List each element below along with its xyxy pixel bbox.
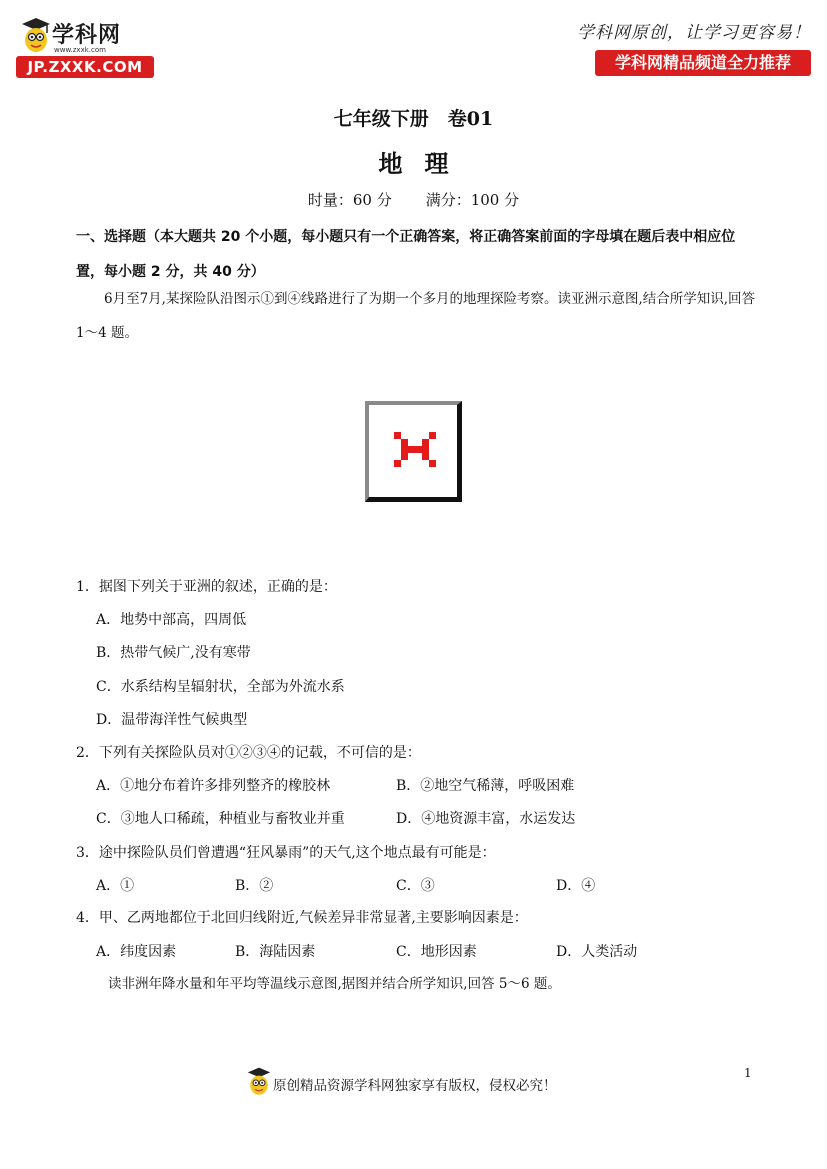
footer-mascot-icon xyxy=(246,1066,272,1098)
footer-copyright: 原创精品资源学科网独家享有版权，侵权必究！ xyxy=(273,1078,557,1094)
q1-option-a: A．地势中部高，四周低 xyxy=(96,612,247,628)
q1-option-d: D．温带海洋性气候典型 xyxy=(96,712,248,728)
q4-option-b: B．海陆因素 xyxy=(235,944,316,960)
q3-option-c: C．③ xyxy=(396,878,435,894)
slogan-banner[interactable]: 学科网精品频道全力推荐 xyxy=(595,50,811,76)
logo-name: 学科网 xyxy=(52,23,122,48)
subject-title: 地理 xyxy=(378,149,471,178)
q3-option-b: B．② xyxy=(235,878,274,894)
logo-url: www.zxxk.com xyxy=(54,46,106,54)
q1-option-b: B．热带气候广,没有寒带 xyxy=(96,645,251,661)
site-logo[interactable] xyxy=(16,14,156,80)
q3-option-a: A．① xyxy=(96,878,135,894)
next-intro: 读非洲年降水量和年平均等温线示意图,据图并结合所学知识,回答 5～6 题。 xyxy=(108,976,561,992)
exam-title: 七年级下册 卷01 xyxy=(333,108,494,130)
slogan: 学科网原创，让学习更容易！ xyxy=(577,23,811,43)
broken-image-icon xyxy=(365,401,462,502)
q2-option-d: D．④地资源丰富，水运发达 xyxy=(396,811,576,827)
mascot-icon xyxy=(20,16,52,56)
q2-option-a: A．①地分布着许多排列整齐的橡胶林 xyxy=(96,778,331,794)
exam-time: 时量：60 分 xyxy=(307,191,392,209)
exam-score: 满分：100 分 xyxy=(425,191,520,209)
broken-image-x-icon xyxy=(394,432,436,468)
question-1: 1．据图下列关于亚洲的叙述，正确的是： xyxy=(76,579,337,595)
exam-meta xyxy=(0,189,827,210)
section-heading: 一、选择题（本大题共 20 个小题，每小题只有一个正确答案，将正确答案前面的字母填在题后表中相应位置，每小题 2 分，共 40 分） xyxy=(76,229,736,280)
q3-option-d: D．④ xyxy=(556,878,596,894)
logo-banner: JP.ZXXK.COM xyxy=(16,56,154,78)
q4-option-c: C．地形因素 xyxy=(396,944,477,960)
section-intro: 6月至7月,某探险队沿图示①到④线路进行了为期一个多月的地理探险考察。读亚洲示意图,结合所学知识,回答 1～4 题。 xyxy=(76,291,756,341)
q4-option-a: A．纬度因素 xyxy=(96,944,177,960)
question-2: 2．下列有关探险队员对①②③④的记载，不可信的是： xyxy=(76,745,421,761)
question-4: 4．甲、乙两地都位于北回归线附近,气候差异非常显著,主要影响因素是： xyxy=(76,910,528,926)
q2-option-c: C．③地人口稀疏，种植业与畜牧业并重 xyxy=(96,811,345,827)
question-3: 3．途中探险队员们曾遭遇“狂风暴雨”的天气,这个地点最有可能是： xyxy=(76,845,496,861)
q1-option-c: C．水系结构呈辐射状，全部为外流水系 xyxy=(96,679,345,695)
page-number: 1 xyxy=(744,1066,752,1080)
q2-option-b: B．②地空气稀薄，呼吸困难 xyxy=(396,778,575,794)
q4-option-d: D．人类活动 xyxy=(556,944,638,960)
